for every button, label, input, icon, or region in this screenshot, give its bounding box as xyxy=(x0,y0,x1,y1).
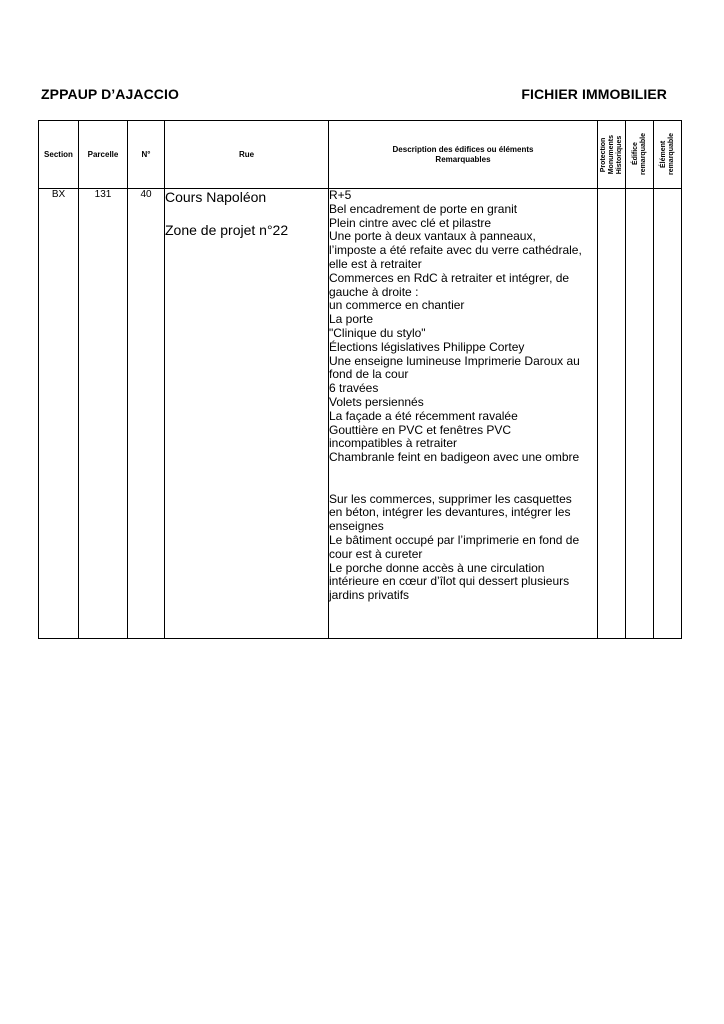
column-header-parcelle: Parcelle xyxy=(79,121,128,189)
description-line: incompatibles à retraiter xyxy=(329,436,458,451)
description-line: Plein cintre avec clé et pilastre xyxy=(329,215,492,230)
description-recommendations xyxy=(329,493,597,603)
description-line: l’imposte a été refaite avec du verre cathédrale, xyxy=(329,243,582,258)
document-title: ZPPAUP D’AJACCIO xyxy=(41,86,179,102)
description-line: jardins privatifs xyxy=(329,588,410,603)
description-spacer xyxy=(329,465,597,493)
description-line: Commerces en RdC à retraiter et intégrer, de xyxy=(329,270,570,285)
street-name: Cours Napoléon xyxy=(165,189,267,205)
description-line: "Clinique du stylo" xyxy=(329,325,426,340)
description-line: fond de la cour xyxy=(329,367,409,382)
description-line: Sur les commerces, supprimer les casquettes xyxy=(329,491,572,506)
cell-numero: 40 xyxy=(128,189,165,639)
description-line: R+5 xyxy=(329,188,352,202)
description-line: Volets persiennés xyxy=(329,394,424,409)
table-header-row xyxy=(39,121,682,189)
description-line: Une enseigne lumineuse Imprimerie Daroux au xyxy=(329,353,580,368)
column-header-section: Section xyxy=(39,121,79,189)
description-line: Élections législatives Philippe Cortey xyxy=(329,339,525,354)
column-header-edifice-label: Édifice remarquable xyxy=(631,133,647,176)
description-line: Le porche donne accès à une circulation xyxy=(329,560,545,575)
description-line: La façade a été récemment ravalée xyxy=(329,408,518,423)
description-line: Bel encadrement de porte en granit xyxy=(329,201,518,216)
description-line: Une porte à deux vantaux à panneaux, xyxy=(329,229,536,244)
project-zone: Zone de projet n°22 xyxy=(165,222,289,238)
description-line: en béton, intégrer les devantures, intégrer les xyxy=(329,505,571,520)
description-line: La porte xyxy=(329,312,374,327)
cell-description xyxy=(329,189,598,639)
document-subtitle: FICHIER IMMOBILIER xyxy=(521,86,667,102)
table-row xyxy=(39,189,682,639)
column-header-numero: N° xyxy=(128,121,165,189)
description-line: Chambranle feint en badigeon avec une ombre xyxy=(329,450,580,465)
description-line: Le bâtiment occupé par l’imprimerie en fond de xyxy=(329,532,580,547)
column-header-element-label: Élément remarquable xyxy=(659,133,675,176)
cell-rue xyxy=(165,189,329,639)
column-header-protection-label: Protection Monuments Historiques xyxy=(599,134,623,175)
description-line: intérieure en cœur d’îlot qui dessert plusieurs xyxy=(329,574,570,589)
column-header-element xyxy=(654,121,682,189)
description-line: cour est à cureter xyxy=(329,546,423,561)
cell-section: BX xyxy=(39,189,79,639)
description-line: un commerce en chantier xyxy=(329,298,465,313)
column-header-edifice xyxy=(626,121,654,189)
description-line: Gouttière en PVC et fenêtres PVC xyxy=(329,422,512,437)
cell-edifice xyxy=(626,189,654,639)
description-observations xyxy=(329,189,597,465)
description-line: enseignes xyxy=(329,519,384,534)
inventory-table xyxy=(38,120,682,639)
description-line: elle est à retraiter xyxy=(329,256,422,271)
description-line: gauche à droite : xyxy=(329,284,419,299)
column-header-rue: Rue xyxy=(165,121,329,189)
cell-element xyxy=(654,189,682,639)
cell-parcelle: 131 xyxy=(79,189,128,639)
column-header-protection xyxy=(598,121,626,189)
description-line: 6 travées xyxy=(329,381,379,396)
column-header-description: Description des édifices ou éléments Remarquables xyxy=(329,121,598,189)
cell-protection xyxy=(598,189,626,639)
